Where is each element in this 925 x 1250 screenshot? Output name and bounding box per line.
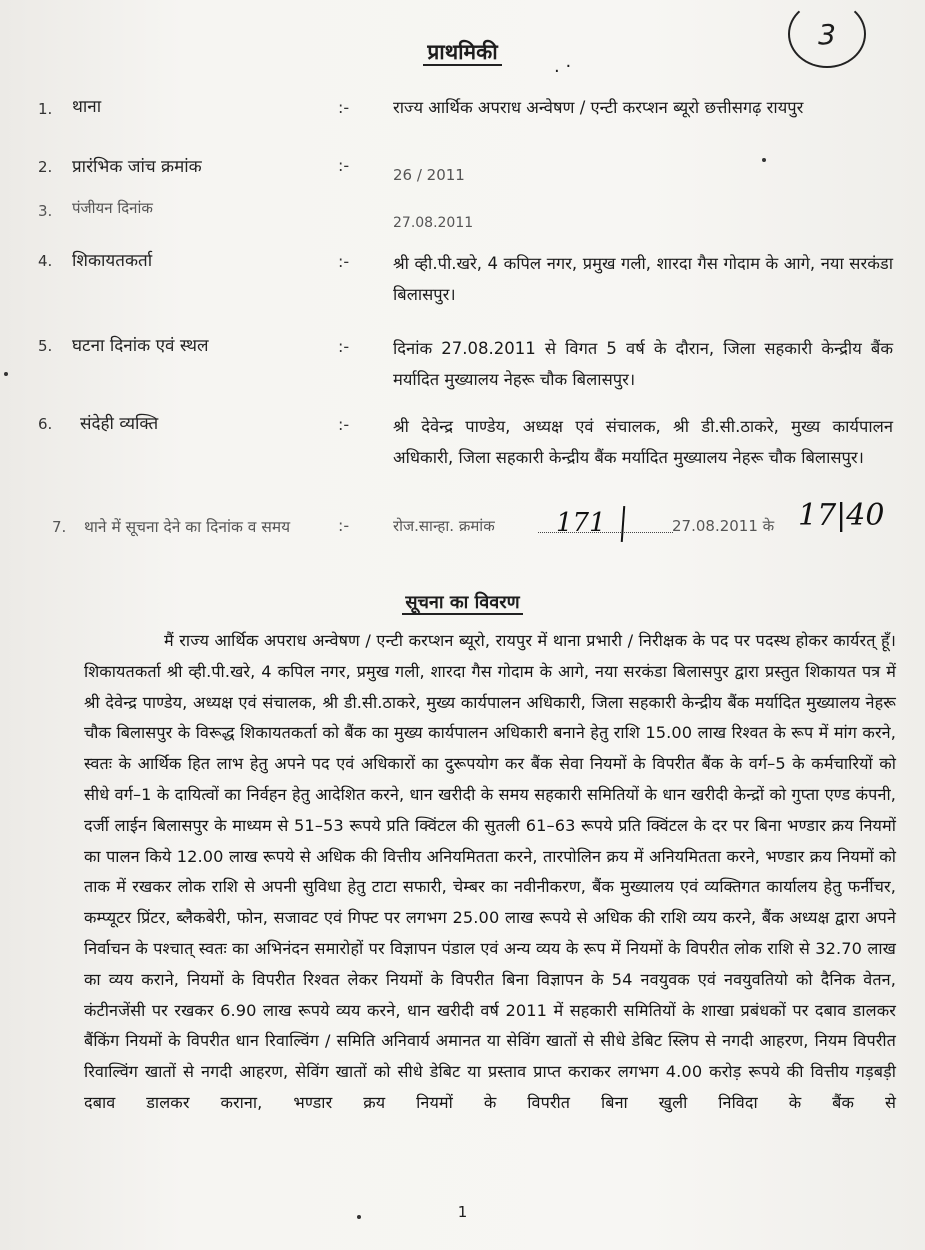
field-number: 5. (38, 337, 53, 355)
field-label: थाना (72, 97, 102, 117)
scan-speck (4, 372, 8, 376)
handwritten-register-number: 171 (556, 508, 606, 538)
field-label: पंजीयन दिनांक (72, 199, 153, 217)
section-heading (0, 590, 925, 614)
field-value: 27.08.2011 (393, 215, 474, 231)
field-separator: :- (338, 337, 350, 356)
field-label: शिकायतकर्ता (72, 251, 153, 271)
field-value: श्री व्ही.पी.खरे, 4 कपिल नगर, प्रमुख गली, शारदा गैस गोदाम के आगे, नया सरकंडा बिलासपुर। (393, 254, 893, 304)
field-value: 26 / 2011 (393, 166, 465, 184)
scan-speck (357, 1215, 361, 1219)
field-label: घटना दिनांक एवं स्थल (72, 336, 209, 356)
field-number: 3. (38, 202, 53, 220)
field-separator: :- (338, 516, 350, 535)
information-details-paragraph: मैं राज्य आर्थिक अपराध अन्वेषण / एन्टी करप्शन ब्यूरो, रायपुर में थाना प्रभारी / निरीक्षक के पद पर पदस्थ होकर कार्यरत् हूँ। शिकायतकर्ता श्री व्ही.पी.खरे, 4 कपिल नगर, प्रमुख गली, शारदा गैस गोदाम के आगे, नया सरकंडा बिलासपुर द्वारा प्रस्तुत शिकायत पत्र में श्री देवेन्द्र पाण्डेय, अध्यक्ष एवं संचालक, श्री डी.सी.ठाकरे, मुख्य कार्यपालन अधिकारी, जिला सहकारी केन्द्रीय बैंक मर्यादित मुख्यालय नेहरू चौक बिलासपुर के विरूद्ध शिकायतकर्ता को बैंक का मुख्य कार्यपालन अधिकारी बनाने हेतु राशि 15.00 लाख रिश्वत के रूप में मांग करने, स्वतः के आर्थिक हित लाभ हेतु अपने पद एवं अधिकारों का दुरूपयोग कर बैंक सेवा नियमों के विपरीत बैंक के वर्ग–5 के कर्मचारियों को सीधे वर्ग–1 के दायित्वों का निर्वहन हेतु आदेशित करने, धान खरीदी के समय सहकारी समितियों के धान खरीदी केन्द्रों को गुप्ता एण्ड कंपनी, दर्जी लाईन बिलासपुर के माध्यम से 51–53 रूपये प्रति क्विंटल की सुतली 61–63 रूपये प्रति क्विंटल के दर पर बिना भण्डार क्रय नियमों का पालन किये 12.00 लाख रूपये से अधिक की वित्तीय अनियमितता करने, तारपोलिन क्रय में अनियमितता करने, भण्डार क्रय नियमों को ताक में रखकर लोक राशि से अपनी सुविधा हेतु टाटा सफारी, चेम्बर का नवीनीकरण, बैंक मुख्यालय एवं व्यक्तिगत कार्यालय हेतु फर्नीचर, कम्प्यूटर प्रिंटर, ब्लैकबेरी, फोन, सजावट एवं गिफ्ट पर लगभग 25.00 लाख रूपये से अधिक की राशि व्यय करने, बैंक अध्यक्ष द्वारा अपने निर्वाचन के पश्चात् स्वतः का अभिनंदन समारोहों पर विज्ञापन पंडाल एवं अन्य व्यय के रूप में नियमों के विपरीत लोक राशि से 32.70 लाख का व्यय कराने, नियमों के विपरीत रिश्वत लेकर नियमों के विपरीत बिना विज्ञापन के 54 नवयुवक एवं नवयुवतियो को दैनिक वेतन, कंटीनजेंसी पर रखकर 6.90 लाख रूपये व्यय करने, धान खरीदी वर्ष 2011 में सहकारी समितियों के शाखा प्रबंधकों पर दबाव डालकर बैंकिंग नियमों के विपरीत धान रिवाल्विंग / समिति अनिवार्य अमानत या सेविंग खातों से सीधे डेबिट स्लिप से नगदी आहरण, नियम विपरीत रिवाल्विंग खातों से नगदी आहरण, सेविंग खातों को सीधे डेबिट या प्रस्ताव प्राप्त कराकर लगभग 4.00 करोड़ रूपये की वित्तीय गड़बड़ी दबाव डालकर कराना, भण्डार क्रय नियमों के विपरीत बिना खुली निविदा के बैंक से (84, 631, 896, 1112)
page-number: 1 (457, 1203, 468, 1221)
field-number: 2. (38, 158, 53, 176)
field-value: राज्य आर्थिक अपराध अन्वेषण / एन्टी करप्शन ब्यूरो छत्तीसगढ़ रायपुर (393, 98, 804, 117)
handwritten-stroke (621, 506, 626, 542)
field-value: श्री देवेन्द्र पाण्डेय, अध्यक्ष एवं संचालक, श्री डी.सी.ठाकरे, मुख्य कार्यपालन अधिकारी, जिला सहकारी केन्द्रीय बैंक मर्यादित मुख्यालय नेहरू चौक बिलासपुर। (393, 417, 893, 467)
field-separator: :- (338, 252, 350, 271)
handwritten-time: 17|40 (798, 498, 885, 533)
field-separator: :- (338, 98, 350, 117)
field-label: थाने में सूचना देने का दिनांक व समय (84, 518, 291, 536)
scan-speck (762, 158, 766, 162)
register-number-label: रोज.सान्हा. क्रमांक (393, 517, 495, 535)
field-separator: :- (338, 156, 350, 175)
field-label: संदेही व्यक्ति (80, 414, 159, 434)
title-text: प्राथमिकी (423, 40, 501, 66)
field-number: 6. (38, 415, 53, 433)
field-number: 4. (38, 252, 53, 270)
field-separator: :- (338, 415, 350, 434)
register-date: 27.08.2011 के (672, 517, 775, 535)
handwritten-number: 3 (818, 17, 836, 51)
document-title (0, 38, 925, 66)
section-heading-text: सूचना का विवरण (402, 592, 522, 615)
field-number: 7. (52, 518, 67, 536)
stray-marks: . · (554, 56, 572, 77)
field-label: प्रारंभिक जांच क्रमांक (72, 157, 202, 177)
field-value: दिनांक 27.08.2011 से विगत 5 वर्ष के दौरान, जिला सहकारी केन्द्रीय बैंक मर्यादित मुख्यालय नेहरू चौक बिलासपुर। (393, 339, 893, 389)
field-number: 1. (38, 100, 53, 118)
